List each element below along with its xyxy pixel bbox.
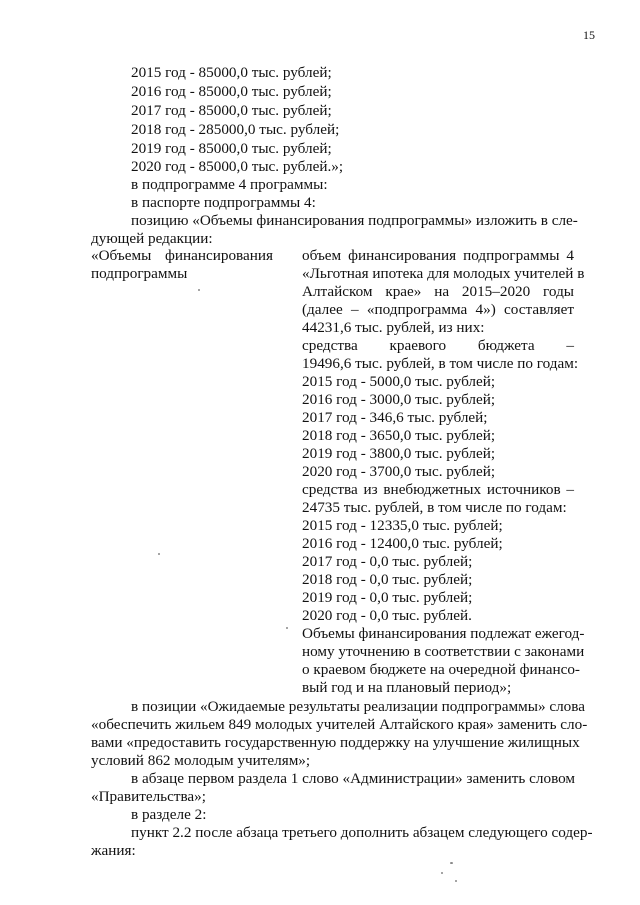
table-left-label: подпрограммы xyxy=(91,265,188,282)
section-1-paragraph-line: «Правительства»; xyxy=(91,788,206,805)
extrabudgetary-year-line: 2017 год - 0,0 тыс. рублей; xyxy=(302,553,473,570)
item-2-2-paragraph-line: жания: xyxy=(91,842,136,859)
funding-note-text: вый год и на плановый период»; xyxy=(302,679,512,696)
funding-note-text: о краевом бюджете на очередной финансо- xyxy=(302,661,580,678)
scan-speck xyxy=(198,289,200,291)
expected-results-paragraph-line: «обеспечить жильем 849 молодых учителей Алтайского края» заменить сло- xyxy=(91,716,588,733)
extrabudgetary-text: средства из внебюджетных источников – xyxy=(302,481,574,498)
extrabudgetary-text: 24735 тыс. рублей, в том числе по годам: xyxy=(302,499,567,516)
regional-budget-text: 19496,6 тыс. рублей, в том числе по годам: xyxy=(302,355,579,372)
scan-speck xyxy=(455,880,457,882)
page-number: 15 xyxy=(583,28,595,42)
expected-results-paragraph-line: в позиции «Ожидаемые результаты реализации подпрограммы» слова xyxy=(131,698,585,715)
extrabudgetary-year-line: 2016 год - 12400,0 тыс. рублей; xyxy=(302,535,503,552)
regional-year-line: 2019 год - 3800,0 тыс. рублей; xyxy=(302,445,496,462)
scan-speck xyxy=(158,553,160,555)
scan-speck xyxy=(450,862,453,864)
scan-speck xyxy=(286,627,288,629)
expected-results-paragraph-line: вами «предоставить государственную поддержку на улучшение жилищных xyxy=(91,734,580,751)
expected-results-paragraph-line: условий 862 молодым учителям»; xyxy=(91,752,311,769)
regional-year-line: 2020 год - 3700,0 тыс. рублей; xyxy=(302,463,496,480)
funding-volume-text: объем финансирования подпрограммы 4 xyxy=(302,247,574,264)
funding-note-text: Объемы финансирования подлежат ежегод- xyxy=(302,625,585,642)
funding-year-line: 2017 год - 85000,0 тыс. рублей; xyxy=(131,102,332,119)
regional-year-line: 2016 год - 3000,0 тыс. рублей; xyxy=(302,391,496,408)
funding-year-line: 2016 год - 85000,0 тыс. рублей; xyxy=(131,83,332,100)
subprogram-4-heading: в подпрограмме 4 программы: xyxy=(131,176,328,193)
item-2-2-paragraph-line: пункт 2.2 после абзаца третьего дополнить абзацем следующего содер- xyxy=(131,824,593,841)
table-left-label: «Объемы финансирования xyxy=(91,247,273,264)
section-1-paragraph-line: в абзаце первом раздела 1 слово «Администрации» заменить словом xyxy=(131,770,576,787)
position-paragraph-line: позицию «Объемы финансирования подпрограммы» изложить в сле- xyxy=(131,212,578,229)
regional-year-line: 2018 год - 3650,0 тыс. рублей; xyxy=(302,427,496,444)
regional-year-line: 2015 год - 5000,0 тыс. рублей; xyxy=(302,373,496,390)
funding-volume-text: Алтайском крае» на 2015–2020 годы xyxy=(302,283,574,300)
extrabudgetary-year-line: 2015 год - 12335,0 тыс. рублей; xyxy=(302,517,503,534)
funding-year-line: 2018 год - 285000,0 тыс. рублей; xyxy=(131,121,340,138)
funding-note-text: ному уточнению в соответствии с законами xyxy=(302,643,585,660)
passport-heading: в паспорте подпрограммы 4: xyxy=(131,194,316,211)
regional-year-line: 2017 год - 346,6 тыс. рублей; xyxy=(302,409,488,426)
funding-year-line: 2015 год - 85000,0 тыс. рублей; xyxy=(131,64,332,81)
regional-budget-text: средства краевого бюджета – xyxy=(302,337,574,354)
section-2-heading: в разделе 2: xyxy=(131,806,207,823)
funding-volume-text: 44231,6 тыс. рублей, из них: xyxy=(302,319,485,336)
extrabudgetary-year-line: 2020 год - 0,0 тыс. рублей. xyxy=(302,607,472,624)
position-paragraph-line: дующей редакции: xyxy=(91,230,213,247)
funding-volume-text: «Льготная ипотека для молодых учителей в xyxy=(302,265,585,282)
extrabudgetary-year-line: 2018 год - 0,0 тыс. рублей; xyxy=(302,571,473,588)
funding-year-line: 2019 год - 85000,0 тыс. рублей; xyxy=(131,140,332,157)
funding-volume-text: (далее – «подпрограмма 4») составляет xyxy=(302,301,574,318)
extrabudgetary-year-line: 2019 год - 0,0 тыс. рублей; xyxy=(302,589,473,606)
funding-year-line: 2020 год - 85000,0 тыс. рублей.»; xyxy=(131,158,344,175)
scan-speck xyxy=(441,872,443,874)
